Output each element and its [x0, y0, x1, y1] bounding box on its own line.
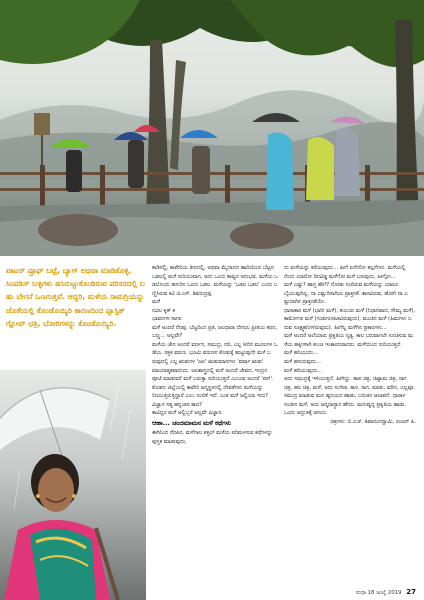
poem-line: ಮಳೆ ಹರಿಯುವುದು... — [284, 367, 323, 374]
poem-line: ಮಳೆ ಹಸುರುವುದು... — [284, 359, 321, 366]
hero-photo-rain-viewpoint — [0, 0, 424, 256]
paragraph: ಕಾವಿದ್ದರ ಮಳೆ ಅಲ್ಲಿಬ್ಬರೆ ಅಲ್ಲವೇ ವಿಜ್ಞಾನ. — [152, 410, 223, 417]
hero-photo-illustration — [0, 0, 424, 256]
poem-line: ಮಳೆ — [152, 299, 161, 306]
paragraph: ಅದು ಸಮುದ್ರಕ್ಕೆ ಇಳಿಯುತ್ತದೆ. ಹೀಗಿದ್ದು. ತಾಪ ಚಿತ್ರ, ಚಿಟ್ಟಾಮ ಚಿತ್ರ, ರಾಗ ಚಿತ್ರ, ಹಲ ಚಿತ್ರ, ಮಳೆ, ಅದು ಸಂಗೀತ, ತಾಳ, ರಾಗ, ಮಾತು, ಮೌನ, ಎಲ್ಲವೂ. ಸಮುದ್ರ ಮಾಡುವ ಮನ ಹೃದಯದ ಹಾಡು, ಬದುಕಿನ ಆಲಾಪನೆ, ಧಾರಾಳ ಸಂಜೀನ ಮಳೆ, ಅದು ಜನ್ಮದಾಸ್ಥಾನ ಹೌದು. ಮನುಷ್ಯನ್ನ ಪ್ರಕೃತಿಯ ಹಾಡು, ಒಂದು ಅದ್ಭುತಕ್ಕೆ ಆನಂದ. — [284, 376, 416, 417]
article-column-2 — [284, 264, 416, 586]
paragraph: ಮಳೆಯ ಜೇನ ಅಂದರೆ ವರ್ಣನ, ಸಮುದ್ರ, ನದಿ, ಎಲ್ಲ ಸೀರಿನ ಮೂಲಗಳ ಒಡೆಯ. ರಕ್ತಕ ವರುಣ. ಭೂಮಿ ವರುಣನ ಕೊಡುಕ್ಕೆ ಹುಟ್ಟುವುದೇ ಮಳೆ ಬರುವುದಲ್ಲಿ ಎಲ್ಲ ಋತುಗಳ 'ಜಲ' ಋತುಮಾನಗಳು 'ವರ್ಷಾ ಋತು' ಮಾಯಾತ್ಮಕವಾದುದು. ಜಲಶಾಸ್ತ್ರದಲ್ಲಿ ಮಳೆ ಅಂದರೆ ಜೇವದ, ಇಂದ್ರನ ಪೂಜೆ ಮಾಡುವರೆ ಮಳೆ ಬರುತ್ತಾ ಸುರಿಯುತ್ತದೆ ಎಂಬುವ ಅಂದರೆ 'ಪರ್'. — [152, 341, 278, 383]
photo-caption-text: ವಾಟರ್ ಪ್ರೂಫ್ ಬಟ್ಟೆ, ಬ್ಯಾಗ್ ಅಥವಾ ಮಾಡಿಕೊಳ್ಳಿ. ಸಿಂಪಡಿಸ್ ಬಳ್ಳಿಗಳು ಹಸಿರುಟ್ಟುಕೊಂಡಿರುವ ಪರಿಸರದಲ್ಲಿ ಬಹು ಬೇಗನೆ ಒಣಗುತ್ತವೆ. ಆದ್ದರಿ, ಮಳೆಯ ಸಾಮಗ್ರಿಯನ್ನು ಜೊತೆಯಲ್ಲಿ ಕೊಂಡೊಯ್ಯಿರಿ ಕಾರಣದಿಂದ ಪ್ಲಾಸ್ಟಿಕ್ ಗ್ಲೋವ್ ಛತ್ರಿ, ಬೋರಿಗಳನ್ನು ಕೊಂಡೊಯ್ಯಿರಿ. — [6, 266, 145, 328]
poem-line: ಮಳೆ ಹನಿಯುದು... — [284, 350, 318, 357]
article-column-1 — [152, 264, 278, 594]
section-subheading: ಆಹಾ... ಚಂದಮಾಮನ ಮಳೆ ಕಥೆಗಳು — [152, 419, 231, 427]
photo-caption — [6, 264, 146, 374]
page-number: 27 — [406, 588, 416, 596]
page-folio — [290, 587, 416, 597]
paragraph: ನು ಮಳೆಯನ್ನು ಕರೆಯುವುದು... ಹೀಗೆ ಏನೇನೋ ಕಲ್ಪನೆಗಳು. ಮಳೆಯಲ್ಲಿ ನೆಂದು ಯಾರೋ ದಿನವಿಡ್ಡ ಮಳೆಗೋ ಮಳೆ ಬರುವುದು, ಹೀಗ್ಗೋ... — [284, 265, 406, 280]
portrait-photo-woman-umbrella — [0, 370, 146, 600]
poem-line: ನವಿಲ ಕೃಕ್ ಕ — [152, 307, 175, 314]
portrait-photo-illustration — [0, 370, 146, 600]
paragraph: ಧಾರಾಕಾರ ಮಳೆ (ಭಾರೀ ಮಳೆ), ಕುಂಬರು ಮಳೆ (ನಿಧಾನವಾದ, ಸೌಮ್ಯ ಮಳೆ), ಕಾರ್ಮೋಡ ಮಳೆ (ಗುಡುಗುಸಹಿತವಿರುವುದು), ಮಂಜಿನ ಮಳೆ (ಹಿಮಗಳು ಬರುವ ಸೂಕ್ಷ್ಮಹನಿಗಳಿರುವುದು). ಹೀಗೆಲ್ಲ ಮಳೆಗಿನ ಪ್ರಕಾರಗಳು... — [284, 307, 416, 331]
paragraph: ಕಾಡಿನಲ್ಲಿ, ಕಾವೇರಿಯ ತೀರದಲ್ಲಿ, ಅಥವಾ ಮೈದಾನದ ಹಾದಿಯಿಂದ ಬೆಟ್ಟದ ಒಡಲಲ್ಲಿ ಮಳೆ ಸುರಿಯುವಾಗ, ಅದು ಒಂದು ಕಾವ್ಯದ ಅನುಭವ. ಮಳೆಯ ಒಡಲೊಂದು ಹಸುರಿನ ಒಂದು ಒಡಲ. ಮಳೆಯನ್ನು 'ಒಡಲ ಒಡಲ' ಎಂದು ಬಣ್ಣಿಸಿರುವ ಕವಿ ಜಿ.ಎಸ್. ಶಿವರುದ್ರಪ್ಪ. — [152, 265, 278, 297]
paragraph: ಮಳೆ ಎಷ್ಟು? ಹಾಸ್ತ ಹೇಗೆ? ನೋಡು ಸಂದಿರುವ ಮಳೆಯನ್ನು ಯಾರೂ ಬೈಯುವುದಿಲ್ಲ. ನಾ ಎಷ್ಟುದಿಸಾಗಿಯ ಪ್ರಾಕ್ತನಕೆ. ಶಾಸವಿರುವ, ಹೋಗಿ ನಾ ಎಷ್ಟುದಾಗಿನ ಪ್ರಾಕ್ತನಕೆಯೇ. — [284, 282, 408, 306]
paragraph: ಮಳೆ ಅಂದರೆ ನೆನಪು. ಬೆಟ್ಟದಿಂದ ಪ್ರತಿ, ಜಲಧಾರಾ ದೇಗುಲ ಪ್ರೀತಿಯ ಕಥನ, ಬಣ್ಣ... ಅಲ್ಲವೇ? — [152, 324, 278, 340]
paragraph: ಈಗಿನಿಂದ ನೆನಪಿನ, ಮಳೆಗಾಲ ಕತ್ತಲ್ ಮಳೆಯ ಪರಿಮಳಸುವ ಕಥೆಗಳನ್ನು ಪುಸ್ತಕ ಮಾಡುವುದು, — [152, 430, 273, 445]
photo-credit-byline: ಚಿತ್ರಗಳು: ಬಿ.ಎಚ್. ಶಿವಾನಂದಸ್ವಾಮಿ, ರಂಜನ್ ಪಿ. — [330, 418, 416, 425]
poem-line: ಭಾವನಗಳ ಸಾಗರ — [152, 316, 182, 323]
paragraph: ಕೊಡಗು ಜಿಲ್ಲೆಯಲ್ಲಿ ಕಾವೇರಿ ಜನ್ಮಸ್ಥಳದಲ್ಲಿ ದೇವತೆಗಳು ಮಳೆಯನ್ನು ನೀಯುತ್ತಿರುತ್ತಿದ್ದಾರೆ ಎಂಬ ನಂಬಿಕೆ ಇದೆ. ಎಂತ ಮಳೆ ಜಲ್ಲಿಯಾ ಇದು? — [152, 384, 269, 400]
paragraph: ವಿಜ್ಞಾನ ಸತ್ಯ ಹನ್ನಂತರ ಕಾಣ? — [152, 401, 203, 408]
paragraph: ಮಳೆ ಅಂದರೆ ಅಲೆಯಾರು ಪ್ರಕೃತಿಯ ನೃತ್ಯ. ಕಾಲ ಬರುವಾಗಲೇ ಸೂಚಿಸುವ ಮಳೆಯ ಹಕ್ಕಿಗಳಾಗಿ ಕುಂಚ ಇಂಕಾರಣರಾದರು. ಮಳೆಯಿಂದ ಸುರಿಯುತ್ತದೆ. — [284, 333, 414, 348]
magazine-issue-label: ಸುಧಾ 18 ಜುಲೈ 2019 — [355, 590, 402, 596]
